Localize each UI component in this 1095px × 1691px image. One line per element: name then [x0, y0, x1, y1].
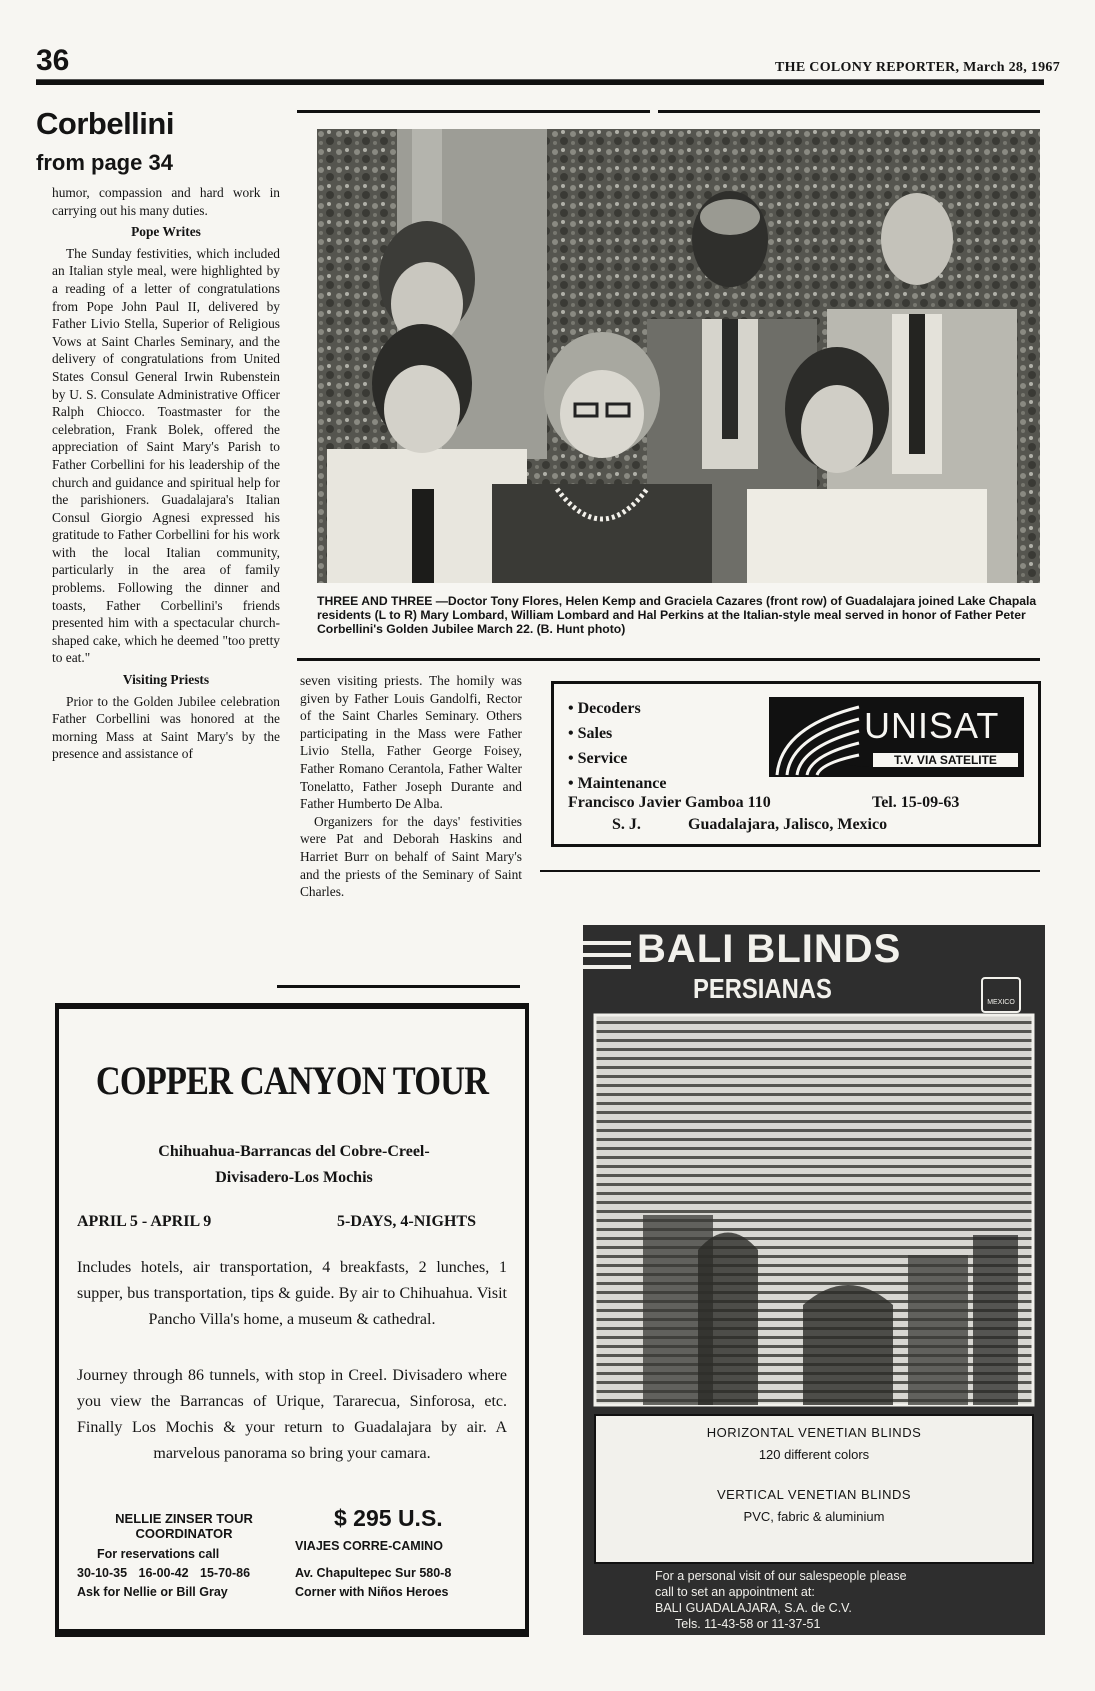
bali-logo-text: MEXICO: [987, 999, 1015, 1006]
satellite-dish-icon: [769, 697, 869, 777]
copper-canyon-title: COPPER CANYON TOUR: [95, 1058, 489, 1103]
copper-canyon-price: $ 295 U.S.: [334, 1505, 443, 1531]
copper-canyon-reservations: For reservations call: [97, 1547, 220, 1561]
unisat-service-item: • Sales: [568, 721, 666, 746]
bali-phones: Tels. 11-43-58 or 11-37-51: [675, 1617, 821, 1631]
bali-vertical-materials: PVC, fabric & aluminium: [743, 1509, 885, 1524]
unisat-bottom-rule: [540, 870, 1040, 872]
unisat-city-prefix: S. J.: [612, 816, 641, 833]
copper-canyon-ask: Ask for Nellie or Bill Gray: [77, 1585, 228, 1599]
article-headline: Corbellini: [36, 106, 174, 141]
unisat-service-item: • Decoders: [568, 696, 666, 721]
bali-logo-emblem: [981, 977, 1021, 1013]
header-rule: [36, 80, 1044, 85]
copper-canyon-dates: APRIL 5 - APRIL 9: [77, 1213, 212, 1230]
article-paragraph: seven visiting priests. The homily was given by Father Louis Gandolfi, Rector of the Saint Charles Seminary. Others participating in the Mass were Father Livio Stella, Father George Foisey, Father Romano Cerantola, Father Walter Tonelatto, Father Joseph Durante and Father Humberto De Alba.: [300, 673, 522, 812]
bali-horizontal: HORIZONTAL VENETIAN BLINDS: [706, 1425, 922, 1440]
event-photo-illustration: [317, 129, 1040, 583]
bali-company: BALI GUADALAJARA, S.A. de C.V.: [655, 1601, 852, 1615]
article-bottom-rule: [277, 985, 520, 988]
unisat-city: Guadalajara, Jalisco, Mexico: [688, 816, 888, 833]
unisat-logo: [769, 697, 1024, 777]
bali-blinds-artwork: [583, 925, 1045, 1635]
bali-visit-line1: For a personal visit of our salespeople please: [655, 1569, 907, 1583]
article-subhead: Pope Writes: [131, 224, 201, 240]
article-continued-from: from page 34: [36, 150, 173, 175]
copper-canyon-duration: 5-DAYS, 4-NIGHTS: [337, 1213, 476, 1230]
unisat-service-item: • Maintenance: [568, 771, 666, 796]
article-paragraph: Prior to the Golden Jubilee celebration Father Corbellini was honored at the morning Mass at Saint Mary's by the presence and assistance of: [52, 693, 280, 762]
bali-visit-line2: call to set an appointment at:: [655, 1585, 815, 1599]
photo-caption: THREE AND THREE —Doctor Tony Flores, Helen Kemp and Graciela Cazares (front row) of Guadalajara joined Lake Chapala residents (L to R) Mary Lombard, William Lombard and Hal Perkins at the Italian-style meal served in honor of Father Peter Corbellini's Golden Jubilee March 22. (B. Hunt photo): [317, 594, 1037, 636]
bali-vertical: VERTICAL VENETIAN BLINDS: [716, 1487, 912, 1502]
copper-canyon-agency-corner: Corner with Niños Heroes: [295, 1585, 449, 1599]
bali-blinds-ad: [583, 925, 1045, 1635]
unisat-tagline: T.V. VIA SATELITE: [873, 753, 1018, 767]
copper-canyon-route: Chihuahua-Barrancas del Cobre-Creel-Divisadero-Los Mochis: [158, 1143, 430, 1186]
header-rule-accent: [36, 79, 1044, 80]
article-paragraph: The Sunday festivities, which included an Italian style meal, were highlighted by a reading of a letter of congratulations from Pope John Paul II, delivered by Father Livio Stella, Superior of Religious Vows at Saint Charles Seminary, and the delivery of congratulations from United States Consul General Irwin Rubenstein by U. S. Consulate Administrative Officer Ralph Chiocco. Toastmaster for the celebration, Frank Bolek, offered the appreciation of Saint Mary's Parish to Father Corbellini for his leadership of the church and guidance and spiritual help for the parishioners. Guadalajara's Italian Consul Giorgio Agnesi expressed his gratitude to Father Corbellini for his work with the local Italian community, particularly in the area of family problems. Following the dinner and toasts, Father Corbellini's friends presented him with a spectacular church-shaped cake, which he deemed "too pretty to eat.": [52, 245, 280, 666]
bali-horizontal-colors: 120 different colors: [758, 1447, 870, 1462]
page-number: 36: [36, 44, 70, 77]
photo-top-rule: [297, 110, 650, 113]
photo-top-rule: [658, 110, 1040, 113]
article-subhead: Visiting Priests: [122, 672, 210, 688]
unisat-brand: UNISAT: [864, 705, 1000, 746]
unisat-service-item: • Service: [568, 746, 666, 771]
bali-subtitle: PERSIANAS: [693, 973, 832, 1004]
masthead: THE COLONY REPORTER, March 28, 1967: [775, 60, 1060, 75]
copper-canyon-phones: 30-10-35 16-00-42 15-70-86: [77, 1566, 251, 1580]
copper-canyon-agency: VIAJES CORRE-CAMINO: [295, 1539, 443, 1553]
copper-canyon-coordinator: NELLIE ZINSER TOUR COORDINATOR: [115, 1511, 253, 1541]
copper-canyon-agency-address: Av. Chapultepec Sur 580-8: [295, 1566, 452, 1580]
unisat-phone: Tel. 15-09-63: [872, 794, 960, 811]
copper-canyon-ad: [55, 1003, 529, 1637]
article-column-1: [52, 184, 280, 763]
bali-brand: BALI BLINDS: [637, 927, 902, 971]
copper-canyon-journey: Journey through 86 tunnels, with stop in Creel. Divisadero where you view the Barrancas of Urique, Tararecua, Sinforosa, etc. Finally Los Mochis & your return to Guadalajara by air. A marvelous panorama so bring your camara.: [77, 1367, 507, 1462]
unisat-services: [568, 696, 666, 796]
unisat-address: Francisco Javier Gamboa 110: [568, 794, 771, 811]
article-column-2: [300, 672, 522, 901]
article-paragraph: Organizers for the days' festivities were Pat and Deborah Haskins and Harriet Burr on behalf of Saint Mary's and the priests of the Seminary of Saint Charles.: [300, 813, 522, 900]
copper-canyon-includes: Includes hotels, air transportation, 4 breakfasts, 2 lunches, 1 supper, bus transportation, tips & guide. By air to Chihuahua. Visit Pancho Villa's home, a museum & cathedral.: [77, 1259, 507, 1328]
article-paragraph: humor, compassion and hard work in carrying out his many duties.: [52, 185, 280, 218]
caption-rule: [297, 658, 1040, 661]
event-photo: [317, 129, 1040, 583]
unisat-ad: [551, 681, 1041, 847]
